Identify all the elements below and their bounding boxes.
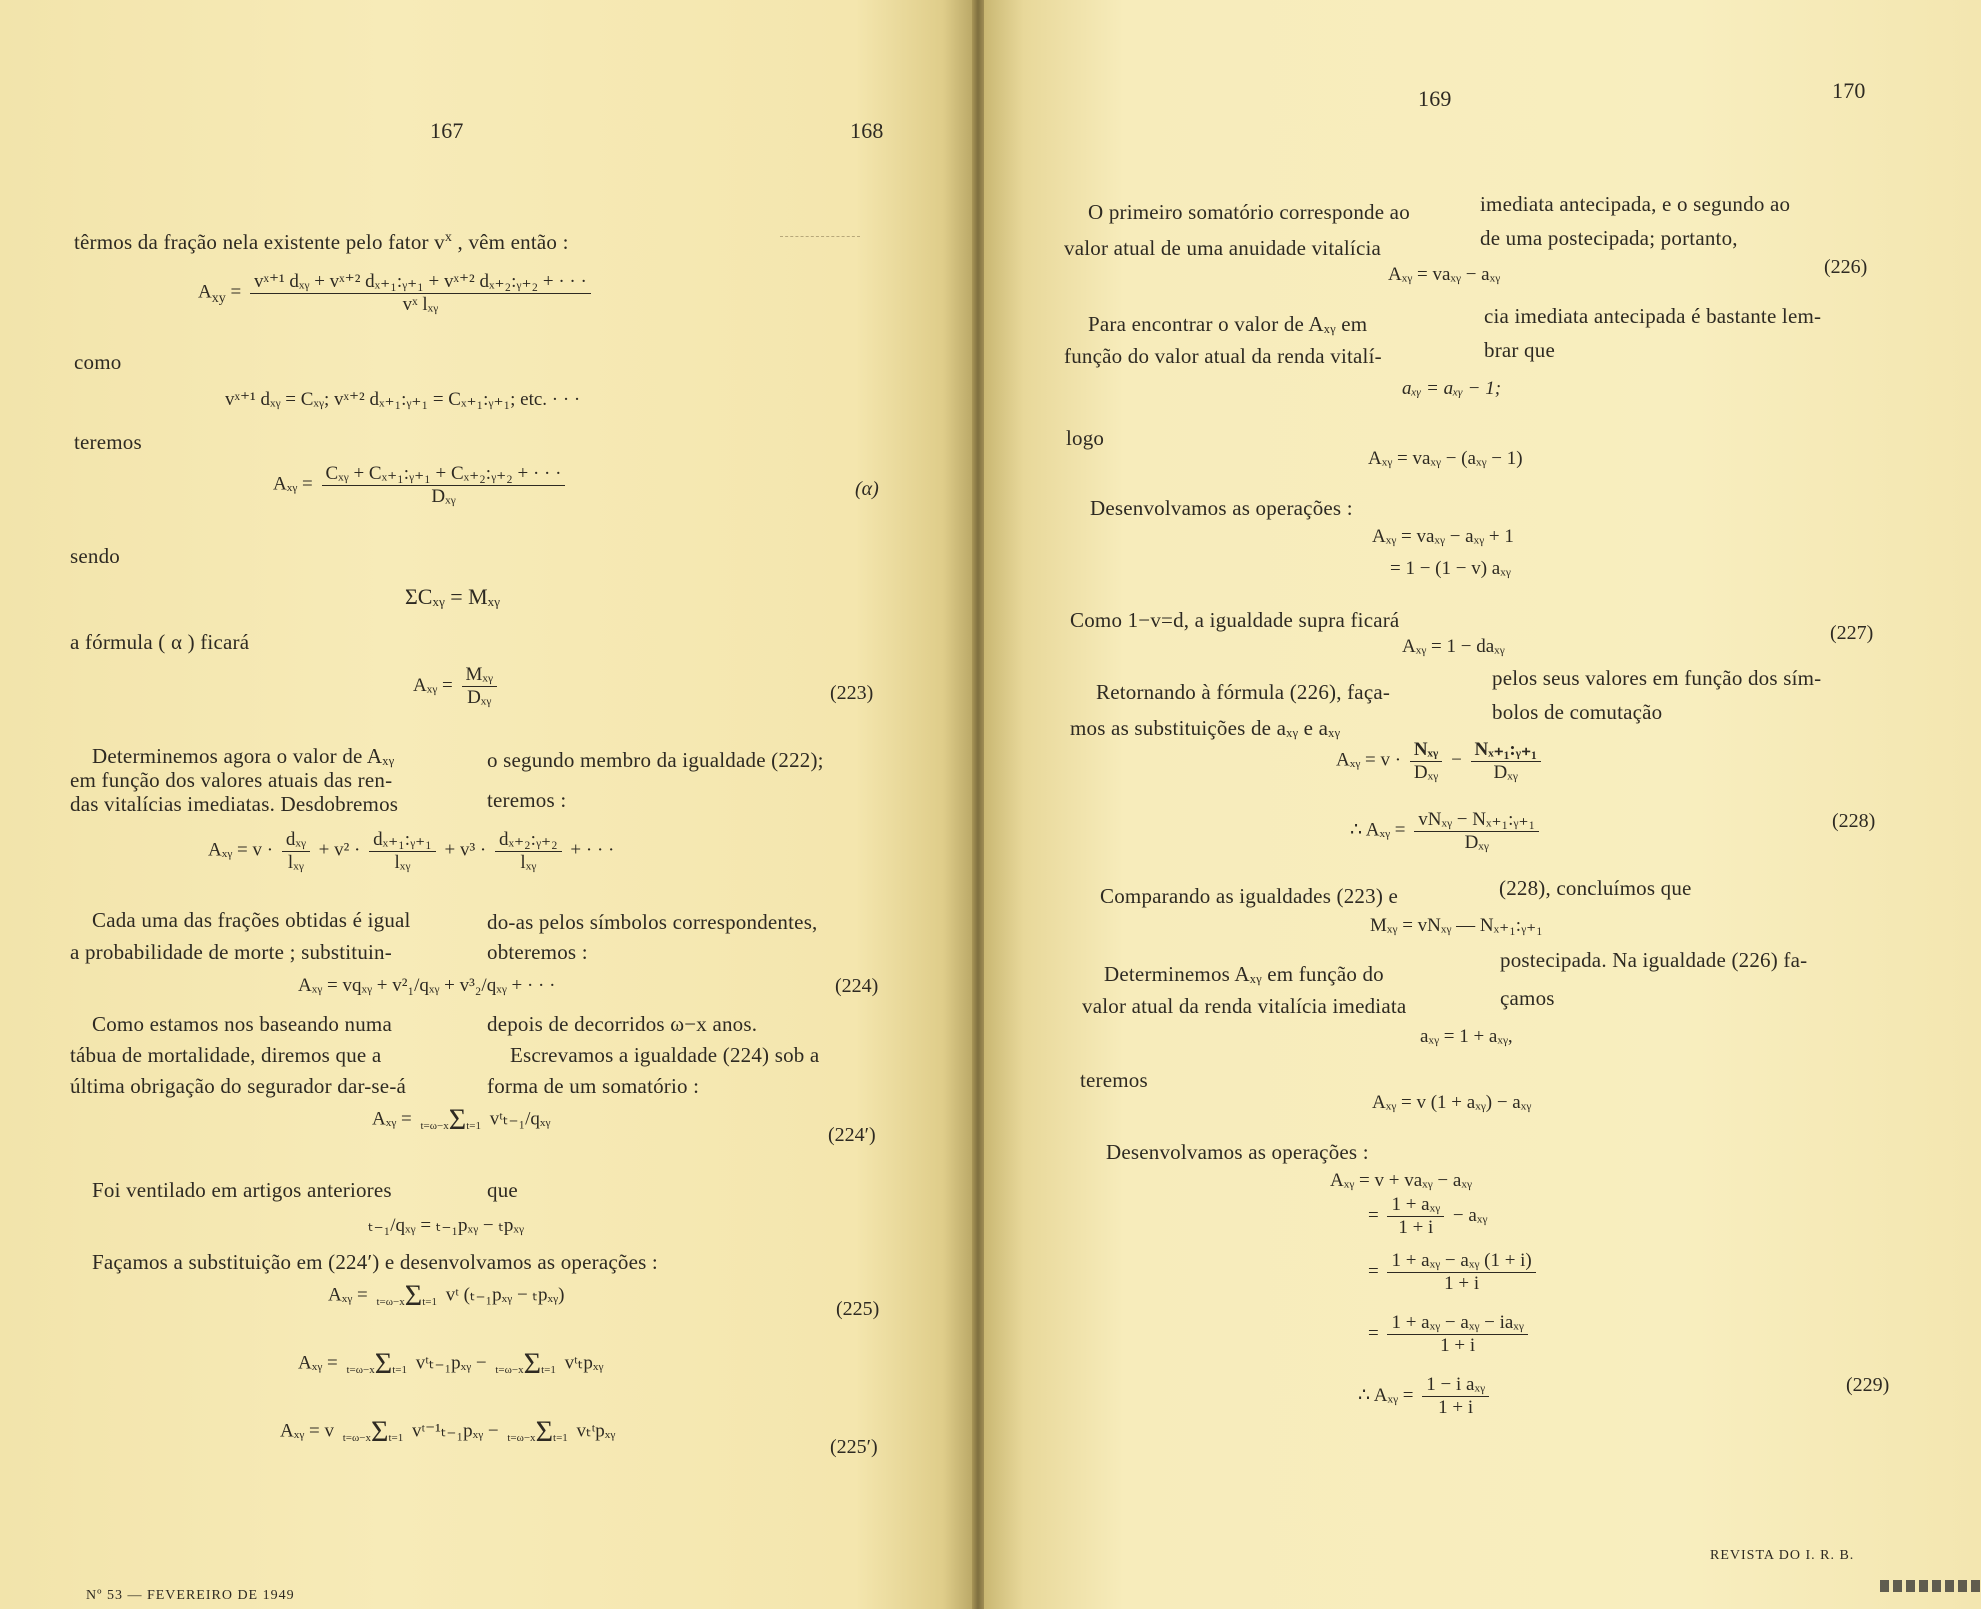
text-sendo: sendo [70,544,120,568]
equation: = $\frac{\text{1 + aₓᵧ − aₓᵧ − iaₓᵧ}}{1 + i}$ [1368,1312,1532,1357]
equation: Aₓᵧ = vqₓᵧ + v²₁/qₓᵧ + v³₂/qₓᵧ + · · · [298,975,556,996]
text-line: função do valor atual da renda vitalí- [1064,344,1382,368]
equation: Aₓᵧ = v · $\frac{\text{Nₓᵧ}}{\text{Dₓᵧ}}$ − $\frac{\text{Nₓ₊₁:ᵧ₊₁}}{\text{Dₓᵧ}}$ [1336,738,1545,784]
text-line: Como estamos nos baseando numa [92,1012,392,1036]
book-gutter [972,0,984,1609]
summation-sign: t=ω−xΣt=1 [376,1279,437,1312]
equation: ₜ₋₁/qₓᵧ = ₜ₋₁pₓᵧ − ₜpₓᵧ [368,1215,524,1236]
equation: Aₓᵧ = v t=ω−xΣt=1 vᵗ⁻¹ₜ₋₁pₓᵧ − t=ω−xΣt=1 vₜᵗpₓᵧ [280,1415,616,1448]
rule [780,236,860,237]
text-line: mos as substituições de aₓᵧ e aₓᵧ [1070,716,1341,740]
equation: aₓᵧ = aₓᵧ − 1; [1402,378,1502,399]
text-line: Desenvolvamos as operações : [1090,496,1353,520]
page-edge-marks [1880,1580,1981,1592]
text-line: depois de decorridos ω−x anos. [487,1012,758,1036]
text-line: brar que [1484,338,1555,362]
equation-tag: (224′) [828,1124,876,1146]
text-line: têrmos da fração nela existente pelo fator $v^x$ , vêm então : [74,230,569,254]
text-line: em função dos valores atuais das ren- [70,768,393,792]
equation: Aₓᵧ = vaₓᵧ − (aₓᵧ − 1) [1368,448,1523,469]
equation: vˣ⁺¹ dₓᵧ = Cₓᵧ; vˣ⁺² dₓ₊₁:ᵧ₊₁ = Cₓ₊₁:ᵧ₊₁; etc. · · · [225,389,581,410]
text-line: de uma postecipada; portanto, [1480,226,1738,250]
footer: Nº 53 — FEVEREIRO DE 1949 [86,1588,295,1603]
text-line: Cada uma das frações obtidas é igual [92,908,411,932]
text-line: a probabilidade de morte ; substituin- [70,940,392,964]
equation: ΣCₓᵧ = Mₓᵧ [405,584,500,609]
text-line: Comparando as igualdades (223) e [1100,884,1398,908]
equation-tag: (223) [830,682,874,704]
equation: Aₓᵧ = vaₓᵧ − aₓᵧ + 1 [1372,526,1514,547]
text-line: que [487,1178,518,1202]
text-line: Desenvolvamos as operações : [1106,1140,1369,1164]
text-line: bolos de comutação [1492,700,1663,724]
equation: aₓᵧ = 1 + aₓᵧ, [1420,1026,1513,1047]
equation: Aₓᵧ = t=ω−xΣt=1 vᵗₜ₋₁pₓᵧ − t=ω−xΣt=1 vᵗₜpₓᵧ [298,1347,604,1380]
text-line: obteremos : [487,940,588,964]
footer: REVISTA DO I. R. B. [1710,1548,1855,1563]
equation-tag: (224) [835,975,879,997]
summation-sign: t=ω−xΣt=1 [346,1347,407,1380]
text-line: Foi ventilado em artigos anteriores [92,1178,392,1202]
right-page [984,0,1981,1609]
text-line: valor atual de uma anuidade vitalícia [1064,236,1382,260]
text-line: postecipada. Na igualdade (226) fa- [1500,948,1808,972]
text-line: das vitalícias imediatas. Desdobremos [70,792,399,816]
equation: = $\frac{\text{1 + aₓᵧ − aₓᵧ (1 + i)}}{1 + i}$ [1368,1250,1540,1295]
equation-tag: (227) [1830,622,1874,644]
text-line: forma de um somatório : [487,1074,700,1098]
equation: Aₓᵧ = $\frac{\text{Mₓᵧ}}{\text{Dₓᵧ}}$ [413,664,501,709]
text-line: Para encontrar o valor de Aₓᵧ em [1088,312,1368,336]
page-number-167: 167 [430,118,464,143]
equation: Aₓᵧ = v + vaₓᵧ − aₓᵧ [1330,1170,1472,1191]
equation: ∴ Aₓᵧ = $\frac{\text{vNₓᵧ − Nₓ₊₁:ᵧ₊₁}}{\text{Dₓᵧ}}$ [1350,808,1543,854]
summation-sign: t=ω−xΣt=1 [420,1103,481,1136]
text-line: imediata antecipada, e o segundo ao [1480,192,1791,216]
text-line: última obrigação do segurador dar-se-á [70,1074,407,1098]
equation-tag: (α) [855,478,879,500]
text-line: valor atual da renda vitalícia imediata [1082,994,1407,1018]
text-line: Retornando à fórmula (226), faça- [1096,680,1391,704]
equation: ∴ Aₓᵧ = $\frac{\text{1 − i aₓᵧ}}{1 + i}$ [1358,1374,1493,1419]
equation: Mₓᵧ = vNₓᵧ — Nₓ₊₁:ᵧ₊₁ [1370,915,1543,936]
text-line: teremos : [487,788,567,812]
equation-tag: (228) [1832,810,1876,832]
text-line: Determinemos agora o valor de Aₓᵧ [92,744,395,768]
page-number-170: 170 [1832,78,1866,103]
equation-tag: (225′) [830,1436,878,1458]
equation: Aₓᵧ = v · $\frac{\text{dₓᵧ}}{\text{lₓᵧ}}$ + v² · $\frac{\text{dₓ₊₁:ᵧ₊₁}}{\text{lₓᵧ}}$ + v³ · $\frac{\text{dₓ₊₂:ᵧ₊₂}}{\text{lₓᵧ}}$ + · · · [208,828,615,873]
text-line: (228), concluímos que [1499,876,1692,900]
equation: Aₓᵧ = t=ω−xΣt=1 vᵗₜ₋₁/qₓᵧ [372,1103,551,1136]
equation: $A_{xy}$ = $\frac{\text{vˣ⁺¹ dₓᵧ + vˣ⁺² dₓ₊₁:ᵧ₊₁ + vˣ⁺² dₓ₊₂:ᵧ₊₂ + · · ·}}{\text{vˣ lₓᵧ}}$ [198,270,595,316]
text-line: Como 1−v=d, a igualdade supra ficará [1070,608,1400,632]
left-page [0,0,972,1609]
equation: = 1 − (1 − v) aₓᵧ [1390,558,1511,579]
text-line: do-as pelos símbolos correspondentes, [487,910,818,934]
text-line: cia imediata antecipada é bastante lem- [1484,304,1822,328]
equation: Aₓᵧ = t=ω−xΣt=1 vᵗ (ₜ₋₁pₓᵧ − ₜpₓᵧ) [328,1279,565,1312]
equation: Aₓᵧ = vaₓᵧ − aₓᵧ [1388,264,1501,285]
text-line: Escrevamos a igualdade (224) sob a [510,1043,820,1067]
text-line: a fórmula ( α ) ficará [70,630,250,654]
text-line: tábua de mortalidade, diremos que a [70,1043,382,1067]
equation: Aₓᵧ = $\frac{\text{Cₓᵧ + Cₓ₊₁:ᵧ₊₁ + Cₓ₊₂:ᵧ₊₂ + · · ·}}{\text{Dₓᵧ}}$ [273,462,569,508]
equation-tag: (225) [836,1298,880,1320]
text-logo: logo [1066,426,1105,450]
summation-sign: t=ω−xΣt=1 [342,1415,404,1448]
text-como: como [74,350,122,374]
text-line: Façamos a substituição em (224′) e desenvolvamos as operações : [92,1250,658,1274]
equation: Aₓᵧ = v (1 + aₓᵧ) − aₓᵧ [1372,1092,1532,1113]
equation-tag: (229) [1846,1374,1890,1396]
text-teremos: teremos [1080,1068,1148,1092]
page-number-169: 169 [1418,86,1452,111]
summation-sign: t=ω−xΣt=1 [507,1415,568,1448]
text-teremos: teremos [74,430,142,454]
text-line: pelos seus valores em função dos sím- [1492,666,1822,690]
equation: Aₓᵧ = 1 − daₓᵧ [1402,636,1505,657]
summation-sign: t=ω−xΣt=1 [495,1347,556,1380]
text-line: o segundo membro da igualdade (222); [487,748,824,772]
page-number-168: 168 [850,118,884,143]
equation-tag: (226) [1824,256,1868,278]
text-line: Determinemos Aₓᵧ em função do [1104,962,1384,986]
text-line: O primeiro somatório corresponde ao [1088,200,1410,224]
equation: = $\frac{\text{1 + aₓᵧ}}{1 + i}$ − aₓᵧ [1368,1194,1488,1238]
text-line: çamos [1500,986,1555,1010]
